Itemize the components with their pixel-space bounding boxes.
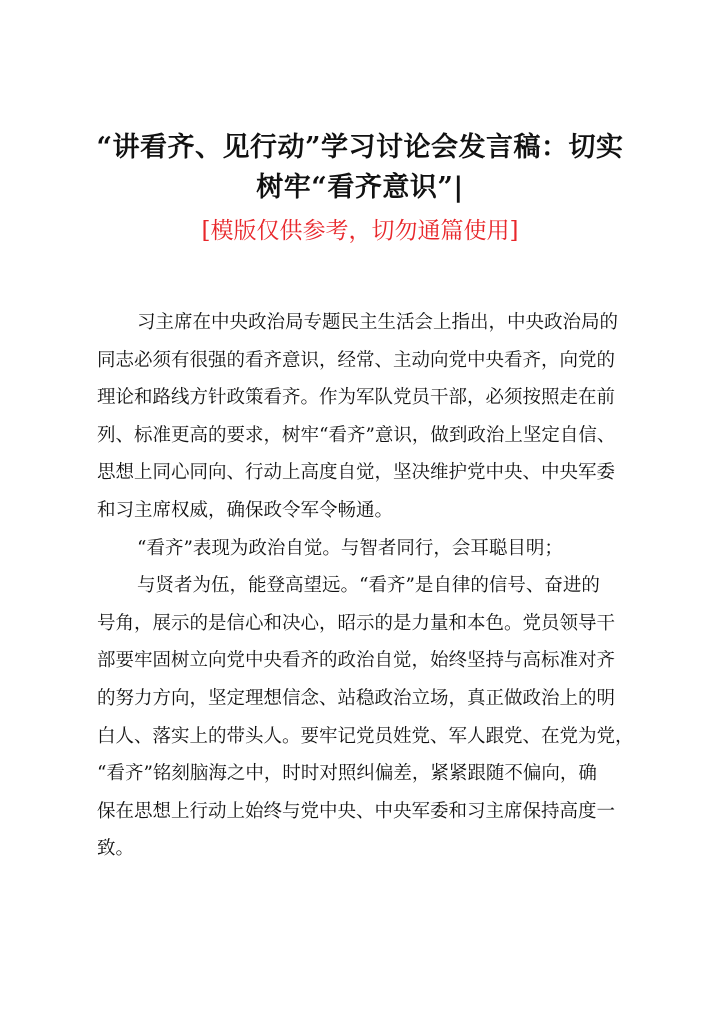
paragraph-3-line: “看齐”铭刻脑海之中，时时对照纠偏差，紧紧跟随不偏向，确 <box>97 763 597 785</box>
paragraph-1-line: 习主席在中央政治局专题民主生活会上指出，中央政治局的 <box>137 312 619 333</box>
paragraph-1-line: 同志必须有很强的看齐意识，经常、主动向党中央看齐，向党的 <box>97 349 616 371</box>
paragraph-3-line: 与贤者为伍，能登高望远。“看齐”是自律的信号、奋进的 <box>137 575 600 597</box>
document-body <box>97 304 637 868</box>
paragraph-3-line: 的努力方向，坚定理想信念、站稳政治立场，真正做政治上的明 <box>97 687 616 709</box>
template-notice: [模版仅供参考，切勿通篇使用] <box>201 218 519 244</box>
paragraph-3-line: 致。 <box>97 838 135 860</box>
paragraph-3-line: 白人、落实上的带头人。要牢记党员姓党、军人跟党、在党为党， <box>97 725 634 747</box>
title-line-2: 树牢“看齐意识”| <box>256 172 464 203</box>
paragraph-2-line: “看齐”表现为政治自觉。与智者同行，会耳聪目明； <box>137 537 563 559</box>
paragraph-3-line: 号角，展示的是信心和决心，昭示的是力量和本色。党员领导干 <box>97 612 616 634</box>
paragraph-3-line: 部要牢固树立向党中央看齐的政治自觉，始终坚持与高标准对齐 <box>97 650 616 672</box>
paragraph-1-line: 理论和路线方针政策看齐。作为军队党员干部，必须按照走在前 <box>97 387 616 409</box>
title-line-1: “讲看齐、见行动”学习讨论会发言稿：切实 <box>96 132 624 163</box>
paragraph-3-line: 保在思想上行动上始终与党中央、中央军委和习主席保持高度一 <box>97 800 616 822</box>
document-title <box>90 128 630 208</box>
paragraph-1-line: 思想上同心同向、行动上高度自觉，坚决维护党中央、中央军委 <box>97 462 616 484</box>
paragraph-1-line: 列、标准更高的要求，树牢“看齐”意识，做到政治上坚定自信、 <box>97 424 616 446</box>
paragraph-1-line: 和习主席权威，确保政令军令畅通。 <box>97 499 394 521</box>
